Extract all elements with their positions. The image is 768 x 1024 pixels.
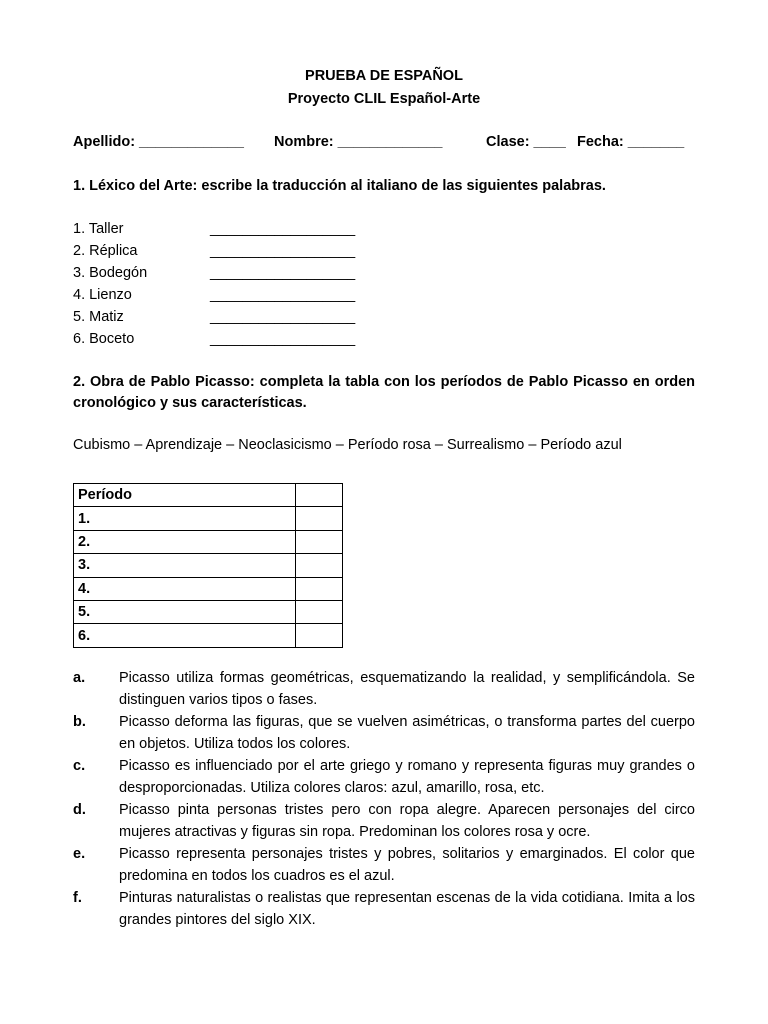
vocab-blank: __________________ [210, 221, 356, 237]
table-cell: 2. [74, 530, 296, 553]
description-text: Picasso representa personajes tristes y pobres, solitarios y emarginados. El color que predomina en todos los cuadros es el azul. [119, 846, 695, 884]
table-row [74, 577, 343, 600]
description-list [73, 667, 695, 931]
description-text: Pinturas naturalistas o realistas que representan escenas de la vida cotidiana. Imita a los grandes pintores del siglo XIX. [119, 890, 695, 928]
description-item [73, 711, 695, 755]
description-item [73, 799, 695, 843]
table-cell [296, 624, 343, 647]
description-letter: e. [73, 846, 86, 862]
table-cell: 3. [74, 554, 296, 577]
vocab-word: 3. Bodegón [73, 265, 148, 281]
nombre-field: Nombre: _____________ [274, 134, 443, 150]
description-text: Picasso es influenciado por el arte griego y romano y representa figuras muy grandes o desproporcionadas. Utiliza colores claros: azul, amarillo, rosa, etc. [119, 758, 695, 796]
table-row [74, 530, 343, 553]
table-cell: 6. [74, 624, 296, 647]
description-letter: b. [73, 714, 86, 730]
description-text: Picasso deforma las figuras, que se vuelven asimétricas, o transforma partes del cuerpo en objetos. Utiliza todos los colores. [119, 714, 695, 752]
table-header-row [74, 484, 343, 507]
table-row [74, 600, 343, 623]
table-row [74, 554, 343, 577]
vocab-word: 1. Taller [73, 221, 124, 237]
vocab-blank: __________________ [210, 287, 356, 303]
vocab-word: 4. Lienzo [73, 287, 132, 303]
description-text: Picasso pinta personas tristes pero con ropa alegre. Aparecen personajes del circo mujeres atractivas y figuras sin ropa. Predominan los colores rosa y ocre. [119, 802, 695, 840]
vocab-word: 5. Matiz [73, 309, 124, 325]
table-cell: 4. [74, 577, 296, 600]
table-row [74, 624, 343, 647]
table-cell: 1. [74, 507, 296, 530]
clase-field: Clase: ____ [486, 134, 566, 150]
table-header-cell: Período [74, 484, 296, 507]
table-cell [296, 577, 343, 600]
table-cell [296, 530, 343, 553]
vocab-blank: __________________ [210, 309, 356, 325]
table-row [74, 507, 343, 530]
apellido-field: Apellido: _____________ [73, 134, 244, 150]
description-item [73, 843, 695, 887]
table-cell [296, 484, 343, 507]
description-item [73, 755, 695, 799]
period-options: Cubismo – Aprendizaje – Neoclasicismo – Período rosa – Surrealismo – Período azul [73, 437, 622, 453]
section2-heading: 2. Obra de Pablo Picasso: completa la tabla con los períodos de Pablo Picasso en orden cronológico y sus características. [73, 374, 695, 411]
document-title: PRUEBA DE ESPAÑOL [305, 68, 463, 84]
description-text: Picasso utiliza formas geométricas, esquematizando la realidad, y semplificándola. Se distinguen varios tipos o fases. [119, 670, 695, 708]
description-item [73, 887, 695, 931]
vocab-blank: __________________ [210, 243, 356, 259]
description-letter: a. [73, 670, 86, 686]
document-subtitle: Proyecto CLIL Español-Arte [287, 91, 481, 107]
table-cell [296, 600, 343, 623]
table-cell [296, 554, 343, 577]
vocab-word: 2. Réplica [73, 243, 138, 259]
description-letter: f. [73, 890, 82, 906]
vocab-blank: __________________ [210, 265, 356, 281]
periods-table [73, 483, 343, 648]
section1-heading: 1. Léxico del Arte: escribe la traducción al italiano de las siguientes palabras. [73, 178, 606, 194]
table-cell [296, 507, 343, 530]
vocab-blank: __________________ [210, 331, 356, 347]
description-letter: c. [73, 758, 86, 774]
fecha-field: Fecha: _______ [577, 134, 685, 150]
description-letter: d. [73, 802, 86, 818]
table-cell: 5. [74, 600, 296, 623]
description-item [73, 667, 695, 711]
vocab-word: 6. Boceto [73, 331, 135, 347]
